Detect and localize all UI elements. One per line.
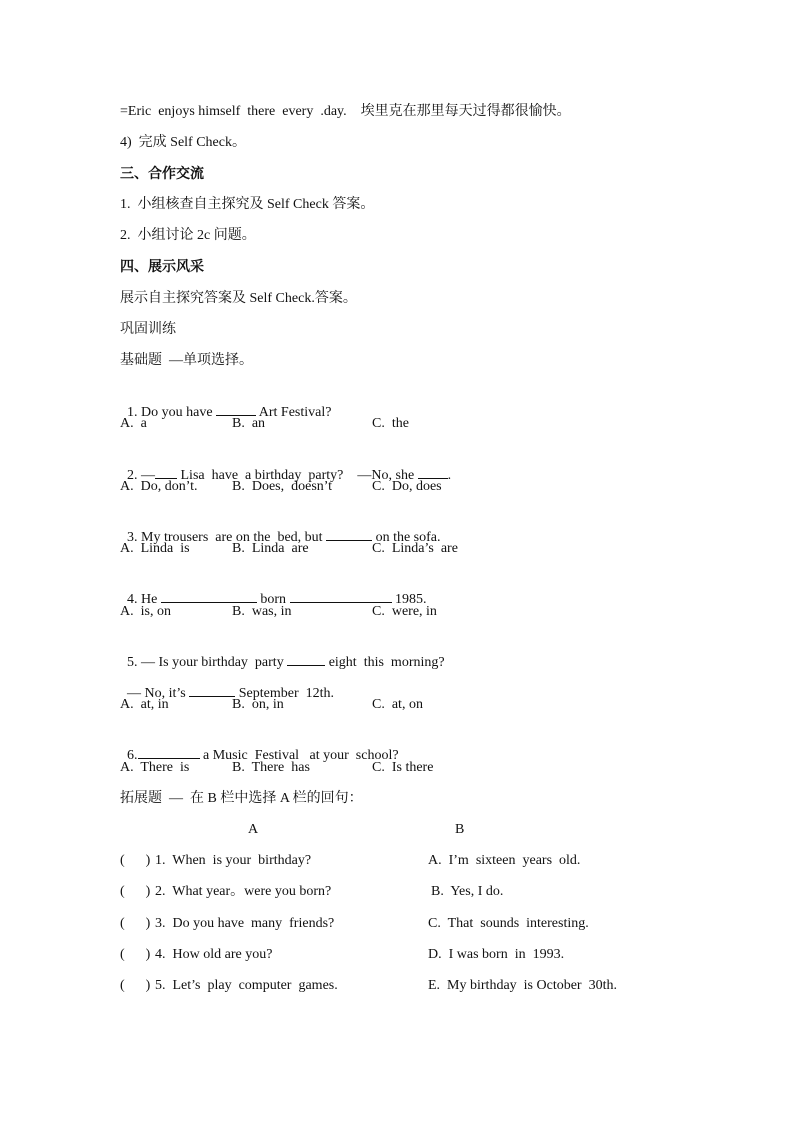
question-4-option-b: B. was, in [232, 604, 292, 619]
question-2-option-c: C. Do, does [372, 479, 442, 494]
answer-blank [287, 652, 325, 666]
match-row-3-answer: C. That sounds interesting. [428, 916, 589, 931]
section-3-item-1: 1. 小组核查自主探究及 Self Check 答案。 [120, 197, 375, 212]
section-3-title: 三、合作交流 [120, 166, 204, 182]
question-6-text-a: 6. [127, 748, 138, 763]
question-5-option-b: B. on, in [232, 697, 284, 712]
section-4-title: 四、展示风采 [120, 259, 204, 275]
answer-blank [216, 402, 256, 416]
question-1 [120, 384, 331, 422]
question-6-option-c: C. Is there [372, 760, 434, 775]
intro-line-1: =Eric enjoys himself there every .day. 埃里克在那里每天过得都很愉快。 [120, 104, 571, 119]
column-b-header: B [455, 822, 465, 837]
question-5-option-a: A. at, in [120, 697, 169, 712]
question-1-option-a: A. a [120, 416, 147, 431]
section-3-item-2: 2. 小组讨论 2c 问题。 [120, 228, 256, 243]
column-a-header: A [248, 822, 259, 837]
question-4-text-c: 1985. [391, 592, 427, 607]
answer-blank [155, 465, 177, 479]
answer-blank [138, 745, 200, 759]
match-row-4-answer: D. I was born in 1993. [428, 947, 565, 962]
match-row-3-question: 3. Do you have many friends? [155, 916, 335, 931]
match-row-4-question: 4. How old are you? [155, 947, 273, 962]
match-row-1-question: 1. When is your birthday? [155, 853, 312, 868]
question-3-option-b: B. Linda are [232, 541, 309, 556]
question-2-option-a: A. Do, don’t. [120, 479, 198, 494]
match-row-2-answer: B. Yes, I do. [431, 884, 504, 899]
intro-line-2: 4) 完成 Self Check。 [120, 135, 246, 150]
match-row-4-paren: ( ) [120, 947, 151, 962]
question-1-option-c: C. the [372, 416, 409, 431]
question-6-option-a: A. There is [120, 760, 190, 775]
question-3-option-a: A. Linda is [120, 541, 190, 556]
match-row-2-question: 2. What year。were you born? [155, 884, 332, 899]
question-5-text-b: eight this morning? [325, 655, 445, 670]
question-3-option-c: C. Linda’s are [372, 541, 458, 556]
answer-blank [161, 589, 257, 603]
match-row-5-paren: ( ) [120, 978, 151, 993]
question-4-option-a: A. is, on [120, 604, 171, 619]
question-2-text-a: 2. — [127, 468, 155, 483]
match-row-3-paren: ( ) [120, 916, 151, 931]
question-1-text-b: Art Festival? [256, 405, 332, 420]
question-1-option-b: B. an [232, 416, 266, 431]
question-2-text-c: . [447, 468, 452, 483]
section-4-text: 展示自主探究答案及 Self Check.答案。 [120, 291, 357, 306]
question-5-text-c: — No, it’s [127, 686, 190, 701]
question-4-text-b: born [256, 592, 290, 607]
match-row-2-paren: ( ) [120, 884, 151, 899]
answer-blank [290, 589, 392, 603]
question-2-text-b: Lisa have a birthday party? —No, she [177, 468, 418, 483]
question-2-option-b: B. Does, doesn’t [232, 479, 333, 494]
answer-blank [326, 527, 372, 541]
basic-title: 基础题 —单项选择。 [120, 353, 253, 368]
question-5-text-d: September 12th. [235, 686, 334, 701]
match-row-5-question: 5. Let’s play computer games. [155, 978, 338, 993]
question-6-text-b: a Music Festival at your school? [199, 748, 399, 763]
extension-title: 拓展题 — 在 B 栏中选择 A 栏的回句： [120, 791, 363, 806]
question-5-text-a: 5. — Is your birthday party [127, 655, 288, 670]
question-3-text-a: 3. My trousers are on the bed, but [127, 530, 327, 545]
match-row-1-answer: A. I’m sixteen years old. [428, 853, 581, 868]
match-row-5-answer: E. My birthday is October 30th. [428, 978, 617, 993]
question-5-option-c: C. at, on [372, 697, 423, 712]
question-3-text-b: on the sofa. [372, 530, 441, 545]
answer-blank [189, 683, 235, 697]
practice-title: 巩固训练 [120, 322, 176, 337]
question-1-text-a: 1. Do you have [127, 405, 217, 420]
question-6-option-b: B. There has [232, 760, 310, 775]
match-row-1-paren: ( ) [120, 853, 151, 868]
answer-blank [418, 465, 448, 479]
question-4-option-c: C. were, in [372, 604, 437, 619]
question-4-text-a: 4. He [127, 592, 161, 607]
